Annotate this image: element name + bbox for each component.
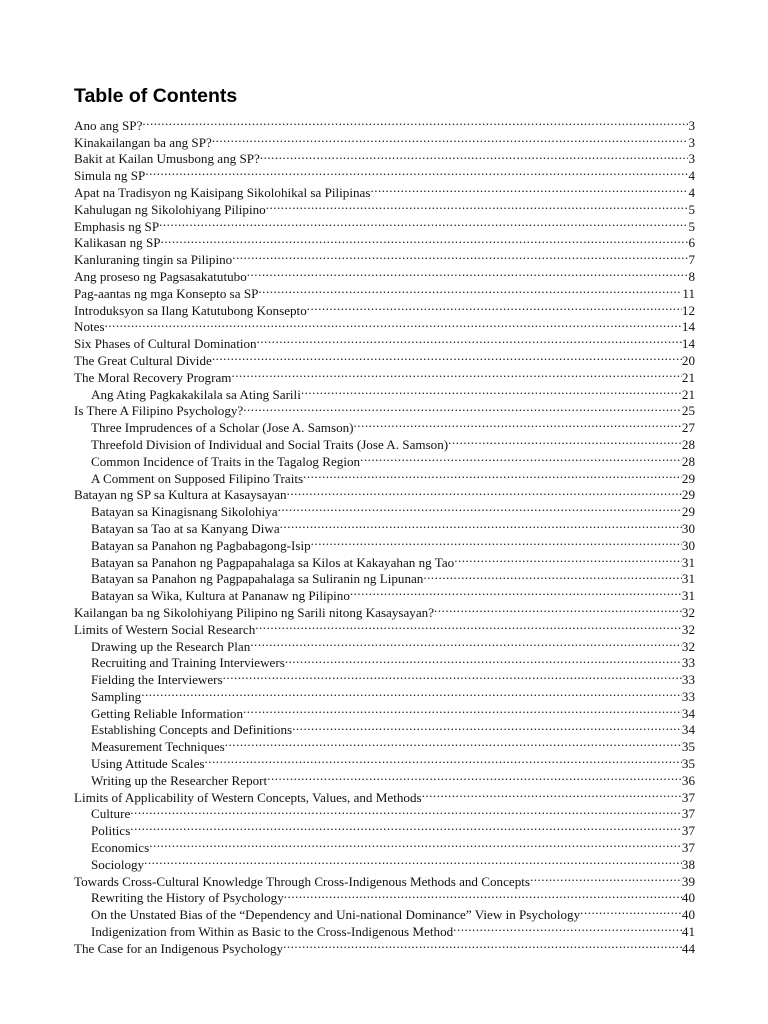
toc-entry[interactable] <box>74 231 695 251</box>
toc-entry-page-number: 33 <box>681 655 695 671</box>
toc-dot-leader <box>360 449 682 466</box>
toc-entry-title: Three Imprudences of a Scholar (Jose A. Samson) <box>91 420 354 436</box>
toc-dot-leader <box>212 130 689 147</box>
toc-entry-page-number: 7 <box>688 252 695 268</box>
toc-entry-page-number: 35 <box>681 739 695 755</box>
toc-entry-title: Emphasis ng SP <box>74 218 160 234</box>
toc-entry-title: Limits of Western Social Research <box>74 621 256 637</box>
toc-entry-title: Fielding the Interviewers <box>91 672 223 688</box>
toc-entry-page-number: 32 <box>681 604 695 620</box>
toc-entry-page-number: 37 <box>681 806 695 822</box>
toc-entry-page-number: 40 <box>681 907 695 923</box>
toc-entry-page-number: 31 <box>681 571 695 587</box>
toc-dot-leader <box>311 533 682 550</box>
toc-entry-title: Indigenization from Within as Basic to the Cross-Indigenous Method <box>91 924 454 940</box>
toc-entry-title: Kalikasan ng SP <box>74 235 161 251</box>
toc-entry-title: Rewriting the History of Psychology <box>91 890 284 906</box>
toc-entry-title: Politics <box>91 823 131 839</box>
toc-entry-title: Kailangan ba ng Sikolohiyang Pilipino ng Sarili nitong Kasaysayan? <box>74 604 435 620</box>
toc-dot-leader <box>303 466 682 483</box>
toc-dot-leader <box>283 936 682 953</box>
toc-entry-page-number: 31 <box>681 588 695 604</box>
toc-dot-leader <box>370 180 688 197</box>
toc-dot-leader <box>142 113 688 130</box>
toc-entry-page-number: 14 <box>681 319 695 335</box>
toc-dot-leader <box>225 734 682 751</box>
toc-entry-page-number: 37 <box>681 840 695 856</box>
toc-entry-title: Sociology <box>91 856 145 872</box>
toc-entry-title: Apat na Tradisyon ng Kaisipang Sikolohikal sa Pilipinas <box>74 184 371 200</box>
toc-dot-leader <box>530 869 682 886</box>
toc-entry-page-number: 12 <box>681 302 695 318</box>
toc-entry-page-number: 5 <box>688 201 695 217</box>
toc-entry-page-number: 37 <box>681 789 695 805</box>
toc-entry-page-number: 34 <box>681 705 695 721</box>
toc-dot-leader <box>422 785 682 802</box>
toc-entry-page-number: 37 <box>681 823 695 839</box>
toc-dot-leader <box>247 264 689 281</box>
toc-entry-page-number: 33 <box>681 672 695 688</box>
toc-dot-leader <box>434 600 682 617</box>
toc-entry-page-number: 3 <box>688 151 695 167</box>
toc-dot-leader <box>223 667 682 684</box>
toc-dot-leader <box>350 583 682 600</box>
toc-dot-leader <box>159 214 688 231</box>
toc-entry-title: Towards Cross-Cultural Knowledge Through Cross-Indigenous Methods and Concepts <box>74 873 530 889</box>
page-title: Table of Contents <box>74 85 238 107</box>
toc-dot-leader <box>354 415 682 432</box>
toc-dot-leader <box>144 852 682 869</box>
toc-entry-page-number: 32 <box>681 621 695 637</box>
toc-entry-title: Drawing up the Research Plan <box>91 638 251 654</box>
toc-entry-title: Introduksyon sa Ilang Katutubong Konsepto <box>74 302 307 318</box>
toc-dot-leader <box>307 298 682 315</box>
toc-entry-title: Batayan sa Tao at sa Kanyang Diwa <box>91 520 280 536</box>
toc-entry-title: Culture <box>91 806 131 822</box>
toc-entry-page-number: 14 <box>681 336 695 352</box>
toc-entry-page-number: 25 <box>681 403 695 419</box>
toc-entry-title: Simula ng SP <box>74 168 146 184</box>
toc-dot-leader <box>267 768 682 785</box>
toc-entry-page-number: 44 <box>681 940 695 956</box>
toc-entry-title: Common Incidence of Traits in the Tagalog Region <box>91 453 361 469</box>
toc-entry-title: Kanluraning tingin sa Pilipino <box>74 252 233 268</box>
toc-entry-page-number: 11 <box>682 285 695 301</box>
toc-entry-title: Bakit at Kailan Umusbong ang SP? <box>74 151 260 167</box>
toc-dot-leader <box>243 399 682 416</box>
toc-entry[interactable] <box>74 130 695 150</box>
toc-dot-leader <box>250 634 682 651</box>
toc-dot-leader <box>266 197 689 214</box>
toc-entry[interactable] <box>74 869 695 889</box>
toc-entry[interactable] <box>74 802 695 822</box>
toc-entry-title: Batayan ng SP sa Kultura at Kasaysayan <box>74 487 287 503</box>
toc-entry-page-number: 6 <box>688 235 695 251</box>
toc-entry-page-number: 28 <box>681 436 695 452</box>
toc-entry-page-number: 30 <box>681 520 695 536</box>
toc-entry-page-number: 29 <box>681 470 695 486</box>
toc-entry[interactable] <box>74 180 695 200</box>
toc-entry[interactable] <box>74 315 695 335</box>
toc-entry-page-number: 39 <box>681 873 695 889</box>
toc-dot-leader <box>204 751 681 768</box>
toc-entry-title: Pag-aantas ng mga Konsepto sa SP <box>74 285 259 301</box>
toc-dot-leader <box>301 382 682 399</box>
toc-entry-title: The Great Cultural Divide <box>74 352 212 368</box>
toc-entry-title: Getting Reliable Information <box>91 705 243 721</box>
toc-dot-leader <box>423 567 682 584</box>
toc-entry-title: Notes <box>74 319 105 335</box>
toc-entry-title: Batayan sa Panahon ng Pagpapahalaga sa Kilos at Kakayahan ng Tao <box>91 554 455 570</box>
toc-entry-title: Using Attitude Scales <box>91 756 205 772</box>
toc-list <box>74 113 695 956</box>
toc-entry[interactable] <box>74 331 695 352</box>
toc-entry[interactable] <box>74 113 695 133</box>
toc-entry-page-number: 38 <box>681 856 695 872</box>
document-page <box>74 84 695 956</box>
toc-dot-leader <box>258 281 682 298</box>
toc-dot-leader <box>105 315 682 332</box>
toc-entry[interactable] <box>74 835 695 856</box>
toc-entry-title: Six Phases of Cultural Domination <box>74 336 257 352</box>
toc-entry-title: A Comment on Supposed Filipino Traits <box>91 470 304 486</box>
toc-dot-leader <box>284 886 682 903</box>
toc-entry-title: The Case for an Indigenous Psychology <box>74 940 284 956</box>
toc-entry-page-number: 3 <box>688 117 695 133</box>
toc-entry-title: Kahulugan ng Sikolohiyang Pilipino <box>74 201 266 217</box>
toc-entry-page-number: 41 <box>681 924 695 940</box>
toc-entry-page-number: 21 <box>681 369 695 385</box>
toc-entry-page-number: 35 <box>681 756 695 772</box>
toc-dot-leader <box>130 818 682 835</box>
toc-entry-page-number: 20 <box>681 352 695 368</box>
toc-entry[interactable] <box>74 684 695 704</box>
toc-entry-page-number: 36 <box>681 772 695 788</box>
toc-entry-page-number: 28 <box>681 453 695 469</box>
toc-entry-title: Batayan sa Wika, Kultura at Pananaw ng Pilipino <box>91 588 350 604</box>
toc-entry-page-number: 27 <box>681 420 695 436</box>
toc-entry-title: Writing up the Researcher Report <box>91 772 268 788</box>
toc-dot-leader <box>280 516 682 533</box>
toc-dot-leader <box>278 499 682 516</box>
toc-dot-leader <box>232 247 688 264</box>
toc-entry-title: Batayan sa Kinagisnang Sikolohiya <box>91 504 278 520</box>
toc-entry-page-number: 3 <box>688 134 695 150</box>
toc-entry-page-number: 4 <box>688 184 695 200</box>
toc-entry[interactable] <box>74 214 695 234</box>
toc-dot-leader <box>243 701 682 718</box>
toc-entry[interactable] <box>74 163 695 184</box>
toc-dot-leader <box>580 902 682 919</box>
toc-dot-leader <box>130 802 682 819</box>
toc-entry-page-number: 40 <box>681 890 695 906</box>
toc-dot-leader <box>212 348 682 365</box>
toc-entry-page-number: 33 <box>681 688 695 704</box>
toc-dot-leader <box>453 919 682 936</box>
toc-entry[interactable] <box>74 852 695 872</box>
toc-entry-page-number: 5 <box>688 218 695 234</box>
toc-dot-leader <box>287 483 682 500</box>
toc-entry[interactable] <box>74 247 695 268</box>
toc-entry-title: Measurement Techniques <box>91 739 225 755</box>
toc-dot-leader <box>149 835 682 852</box>
toc-entry-page-number: 21 <box>681 386 695 402</box>
toc-entry-title: On the Unstated Bias of the “Dependency and Uni-national Dominance” View in Psychology <box>91 907 581 923</box>
toc-entry-title: Batayan sa Panahon ng Pagbabagong-Isip <box>91 537 311 553</box>
toc-entry-page-number: 4 <box>688 168 695 184</box>
toc-dot-leader <box>285 651 682 668</box>
toc-entry[interactable] <box>74 818 695 839</box>
toc-entry-title: Ang Ating Pagkakakilala sa Ating Sarili <box>91 386 301 402</box>
toc-entry-title: Kinakailangan ba ang SP? <box>74 134 212 150</box>
toc-dot-leader <box>292 718 682 735</box>
toc-entry-title: Batayan sa Panahon ng Pagpapahalaga sa Suliranin ng Lipunan <box>91 571 424 587</box>
toc-dot-leader <box>145 163 688 180</box>
toc-entry[interactable] <box>74 701 695 721</box>
toc-dot-leader <box>454 550 682 567</box>
toc-dot-leader <box>257 331 682 348</box>
toc-entry-page-number: 8 <box>688 268 695 284</box>
toc-entry-title: Limits of Applicability of Western Concepts, Values, and Methods <box>74 789 422 805</box>
toc-entry-title: Establishing Concepts and Definitions <box>91 722 293 738</box>
toc-entry-page-number: 31 <box>681 554 695 570</box>
toc-dot-leader <box>231 365 681 382</box>
toc-dot-leader <box>448 432 682 449</box>
toc-entry-title: Threefold Division of Individual and Social Traits (Jose A. Samson) <box>91 436 449 452</box>
toc-entry-title: Sampling <box>91 688 142 704</box>
toc-entry-title: Ang proseso ng Pagsasakatutubo <box>74 268 247 284</box>
toc-entry-page-number: 29 <box>681 504 695 520</box>
toc-entry-title: Recruiting and Training Interviewers <box>91 655 285 671</box>
toc-entry-title: Ano ang SP? <box>74 117 143 133</box>
toc-dot-leader <box>260 147 689 164</box>
toc-entry-page-number: 30 <box>681 537 695 553</box>
toc-entry-page-number: 32 <box>681 638 695 654</box>
toc-entry-title: Is There A Filipino Psychology? <box>74 403 244 419</box>
toc-dot-leader <box>141 684 682 701</box>
toc-entry-page-number: 29 <box>681 487 695 503</box>
toc-dot-leader <box>161 231 689 248</box>
toc-entry-title: Economics <box>91 840 150 856</box>
toc-dot-leader <box>255 617 682 634</box>
toc-entry-title: The Moral Recovery Program <box>74 369 232 385</box>
toc-entry-page-number: 34 <box>681 722 695 738</box>
